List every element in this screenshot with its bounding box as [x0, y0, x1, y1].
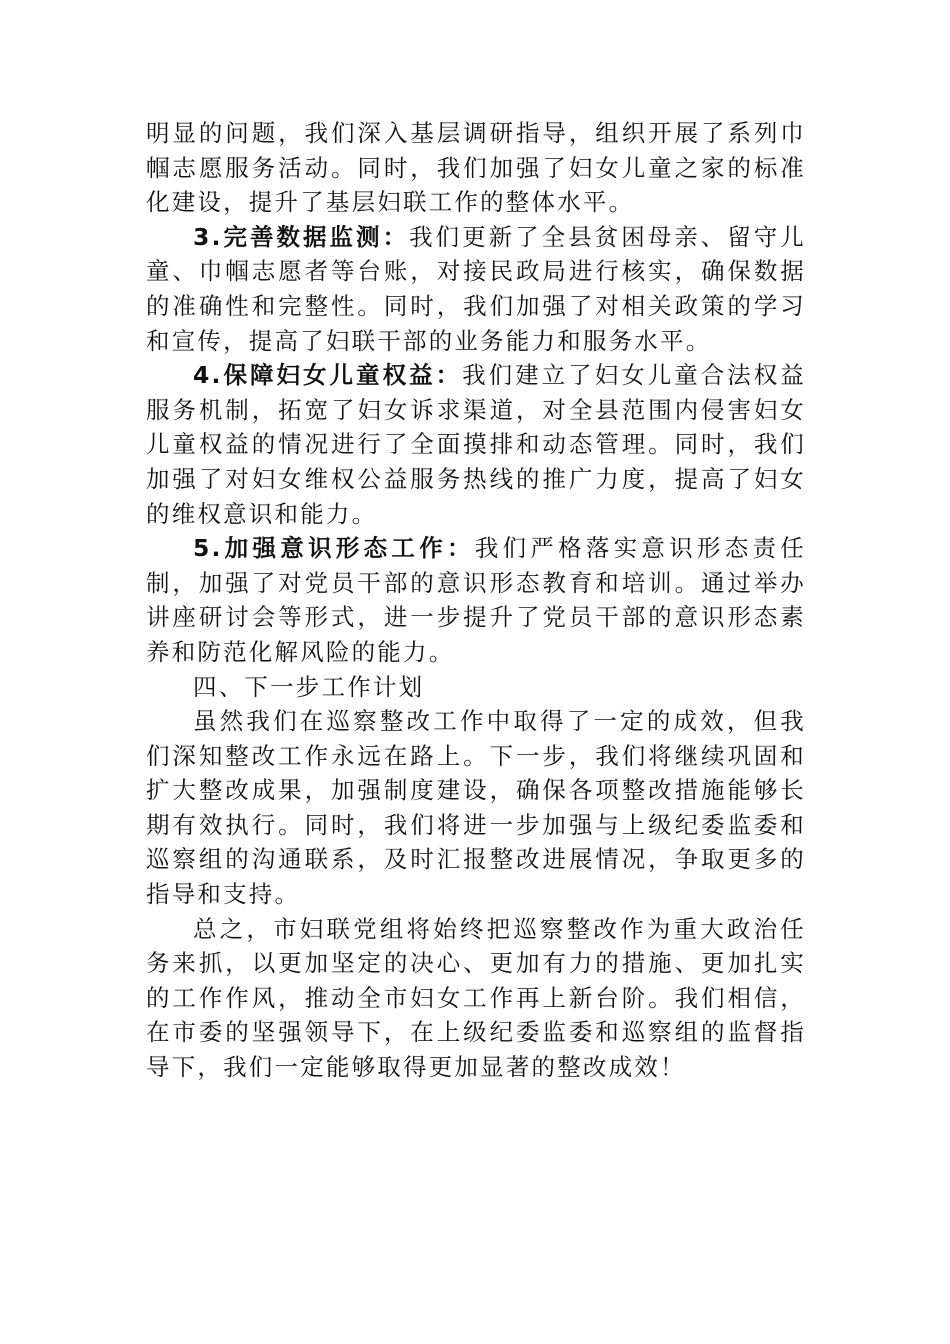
- item-paragraph-4: [146, 358, 806, 531]
- item-paragraph-3: [146, 220, 806, 358]
- section-heading: 四、下一步工作计划: [193, 672, 425, 701]
- item-lead-3: 3.完善数据监测：: [193, 222, 410, 251]
- plan-paragraph: 虽然我们在巡察整改工作中取得了一定的成效，但我们深知整改工作永远在路上。下一步，我们将继续巩固和扩大整改成果，加强制度建设，确保各项整改措施能够长期有效执行。同时，我们将进一步加强与上级纪委监委和巡察组的沟通联系，及时汇报整改进展情况，争取更多的指导和支持。: [146, 707, 806, 909]
- document-page: [146, 116, 806, 1085]
- item-paragraph-5: [146, 531, 806, 669]
- item-lead-5: 5.加强意识形态工作：: [193, 534, 475, 563]
- item-lead-4: 4.保障妇女儿童权益：: [193, 361, 463, 390]
- conclusion-paragraph: 总之，市妇联党组将始终把巡察整改作为重大政治任务来抓，以更加坚定的决心、更加有力的措施、更加扎实的工作作风，推动全市妇女工作再上新台阶。我们相信，在市委的坚强领导下，在上级纪委监委和巡察组的监督指导下，我们一定能够取得更加显著的整改成效！: [146, 914, 806, 1082]
- continuation-paragraph: 明显的问题，我们深入基层调研指导，组织开展了系列巾帼志愿服务活动。同时，我们加强了妇女儿童之家的标准化建设，提升了基层妇联工作的整体水平。: [146, 119, 806, 217]
- item-body-3: 我们更新了全县贫困母亲、留守儿童、巾帼志愿者等台账，对接民政局进行核实，确保数据的准确性和完整性。同时，我们加强了对相关政策的学习和宣传，提高了妇联干部的业务能力和服务水平。: [146, 222, 806, 355]
- item-body-4: 我们建立了妇女儿童合法权益服务机制，拓宽了妇女诉求渠道，对全县范围内侵害妇女儿童权益的情况进行了全面摸排和动态管理。同时，我们加强了对妇女维权公益服务热线的推广力度，提高了妇女的维权意识和能力。: [146, 361, 806, 528]
- item-body-5: 我们严格落实意识形态责任制，加强了对党员干部的意识形态教育和培训。通过举办讲座研讨会等形式，进一步提升了党员干部的意识形态素养和防范化解风险的能力。: [146, 534, 806, 666]
